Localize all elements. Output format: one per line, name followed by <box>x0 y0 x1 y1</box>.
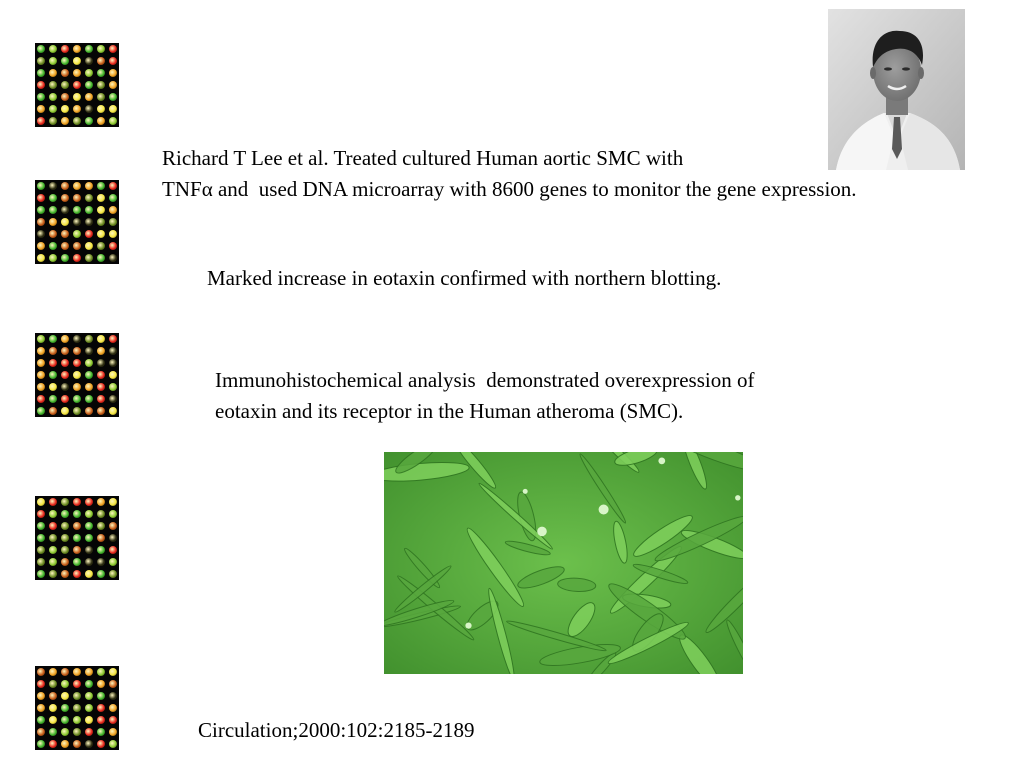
microarray-spot <box>49 117 57 125</box>
microarray-spot <box>49 105 57 113</box>
microarray-spot <box>85 668 93 676</box>
microarray-spot <box>61 407 69 415</box>
paragraph-immunohistochemical <box>215 365 754 427</box>
microarray-spot <box>109 45 117 53</box>
microarray-spot <box>61 182 69 190</box>
microarray-spot <box>61 242 69 250</box>
microarray-spot <box>97 716 105 724</box>
cell-nucleus <box>465 623 471 629</box>
microarray-spot <box>85 347 93 355</box>
microarray-spot <box>97 347 105 355</box>
microarray-spot <box>49 395 57 403</box>
microarray-image-2 <box>35 180 119 264</box>
microarray-spot <box>85 45 93 53</box>
microarray-spot <box>109 230 117 238</box>
paragraph1-line2 <box>162 174 857 205</box>
microarray-spot <box>97 57 105 65</box>
microarray-spot <box>109 728 117 736</box>
microarray-spot <box>49 498 57 506</box>
microarray-spot <box>97 359 105 367</box>
microarray-spot <box>49 534 57 542</box>
microarray-spot <box>97 182 105 190</box>
microarray-spot <box>49 182 57 190</box>
microarray-spot <box>97 558 105 566</box>
microarray-spot <box>97 242 105 250</box>
tnf-text: TNF <box>162 177 202 201</box>
microarray-spot <box>49 81 57 89</box>
microarray-spot <box>73 383 81 391</box>
microarray-spot <box>73 546 81 554</box>
microarray-spot <box>109 371 117 379</box>
microarray-spot <box>73 371 81 379</box>
microarray-spot <box>85 716 93 724</box>
cells-icon <box>384 452 743 674</box>
microarray-spot <box>85 218 93 226</box>
paragraph3-line1: Immunohistochemical analysis demonstrated overexpression of <box>215 368 755 392</box>
microarray-spot <box>97 704 105 712</box>
microarray-spot <box>97 206 105 214</box>
microarray-spot <box>85 704 93 712</box>
microarray-spot <box>49 242 57 250</box>
microarray-spot <box>109 335 117 343</box>
microarray-spot <box>49 407 57 415</box>
microarray-spot <box>37 81 45 89</box>
microarray-spot <box>37 371 45 379</box>
microarray-spot <box>85 498 93 506</box>
microarray-spot <box>85 81 93 89</box>
microarray-spot <box>37 395 45 403</box>
microarray-spot <box>37 93 45 101</box>
microarray-spot <box>49 335 57 343</box>
microarray-spot <box>37 558 45 566</box>
microarray-spot <box>61 383 69 391</box>
microarray-spot <box>109 254 117 262</box>
microarray-spot <box>61 57 69 65</box>
microarray-spot <box>49 570 57 578</box>
microarray-spot <box>73 81 81 89</box>
microarray-spot <box>97 395 105 403</box>
paragraph3-line2: eotaxin and its receptor in the Human atheroma (SMC). <box>215 399 684 423</box>
paragraph1-line1: Richard T Lee et al. Treated cultured Human aortic SMC with <box>162 146 684 170</box>
microarray-spot <box>109 558 117 566</box>
microarray-spot <box>85 194 93 202</box>
microarray-spot <box>73 45 81 53</box>
microarray-spot <box>109 93 117 101</box>
microarray-spot <box>61 69 69 77</box>
microarray-spot <box>61 498 69 506</box>
microarray-spot <box>85 534 93 542</box>
microarray-spot <box>49 546 57 554</box>
microarray-spot <box>61 347 69 355</box>
microarray-spot <box>37 570 45 578</box>
microarray-spot <box>37 69 45 77</box>
microarray-spot <box>37 534 45 542</box>
microarray-spot <box>37 522 45 530</box>
microarray-spot <box>109 395 117 403</box>
microarray-spot <box>73 692 81 700</box>
microarray-spot <box>49 230 57 238</box>
microarray-spot <box>97 117 105 125</box>
microarray-image-1 <box>35 43 119 127</box>
microarray-spot <box>97 383 105 391</box>
cell-nucleus <box>523 489 528 494</box>
microarray-spot <box>73 117 81 125</box>
microarray-spot <box>85 680 93 688</box>
microarray-spot <box>37 194 45 202</box>
microarray-spot <box>73 206 81 214</box>
microarray-spot <box>97 692 105 700</box>
microarray-spot <box>85 740 93 748</box>
microarray-spot <box>37 254 45 262</box>
microarray-spot <box>37 230 45 238</box>
microarray-spot <box>61 359 69 367</box>
microarray-spot <box>49 383 57 391</box>
microarray-spot <box>73 740 81 748</box>
microarray-spot <box>37 335 45 343</box>
microarray-spot <box>37 105 45 113</box>
microarray-spot <box>73 69 81 77</box>
microarray-spot <box>85 407 93 415</box>
microarray-spot <box>61 81 69 89</box>
microarray-spot <box>49 728 57 736</box>
microarray-spot <box>85 57 93 65</box>
microarray-spot <box>61 546 69 554</box>
microarray-spot <box>97 407 105 415</box>
microarray-spot <box>61 680 69 688</box>
microarray-spot <box>49 558 57 566</box>
microarray-spot <box>49 522 57 530</box>
microarray-spot <box>37 242 45 250</box>
microarray-spot <box>61 692 69 700</box>
microarray-spot <box>73 407 81 415</box>
microarray-spot <box>49 716 57 724</box>
microarray-spot <box>73 534 81 542</box>
microarray-spot <box>85 359 93 367</box>
microarray-spot <box>61 218 69 226</box>
microarray-spot <box>61 668 69 676</box>
microarray-spot <box>61 395 69 403</box>
microarray-spot <box>37 668 45 676</box>
microarray-image-5 <box>35 666 119 750</box>
microarray-spot <box>73 558 81 566</box>
microarray-spot <box>73 194 81 202</box>
microarray-spot <box>109 218 117 226</box>
microarray-spot <box>37 206 45 214</box>
microarray-spot <box>49 510 57 518</box>
microarray-spot <box>109 407 117 415</box>
microarray-spot <box>97 69 105 77</box>
microarray-spot <box>37 704 45 712</box>
microarray-spot <box>85 93 93 101</box>
microarray-spot <box>85 206 93 214</box>
microarray-spot <box>73 498 81 506</box>
microarray-spot <box>73 395 81 403</box>
microarray-spot <box>73 242 81 250</box>
microarray-spot <box>49 680 57 688</box>
smc-micrograph <box>384 452 743 674</box>
microarray-spot <box>49 371 57 379</box>
microarray-spot <box>85 335 93 343</box>
microarray-spot <box>61 371 69 379</box>
cell-nucleus <box>537 527 547 537</box>
microarray-spot <box>73 522 81 530</box>
microarray-spot <box>97 335 105 343</box>
microarray-spot <box>85 105 93 113</box>
microarray-spot <box>61 570 69 578</box>
microarray-spot <box>49 194 57 202</box>
microarray-spot <box>73 680 81 688</box>
microarray-spot <box>73 182 81 190</box>
microarray-spot <box>37 347 45 355</box>
microarray-spot <box>97 498 105 506</box>
microarray-spot <box>97 194 105 202</box>
microarray-spot <box>97 45 105 53</box>
microarray-spot <box>49 93 57 101</box>
microarray-spot <box>37 498 45 506</box>
microarray-spot <box>73 728 81 736</box>
microarray-spot <box>37 692 45 700</box>
microarray-spot <box>49 45 57 53</box>
paragraph-tnf-microarray <box>162 143 857 205</box>
microarray-spot <box>97 680 105 688</box>
microarray-spot <box>37 740 45 748</box>
microarray-spot <box>109 668 117 676</box>
microarray-spot <box>61 534 69 542</box>
microarray-spot <box>97 534 105 542</box>
microarray-spot <box>97 105 105 113</box>
microarray-spot <box>85 692 93 700</box>
microarray-spot <box>73 218 81 226</box>
cell-nucleus <box>599 505 609 515</box>
microarray-spot <box>61 335 69 343</box>
microarray-spot <box>97 570 105 578</box>
microarray-spot <box>73 347 81 355</box>
microarray-spot <box>85 570 93 578</box>
microarray-spot <box>109 105 117 113</box>
microarray-spot <box>109 383 117 391</box>
microarray-spot <box>37 57 45 65</box>
citation: Circulation;2000:102:2185-2189 <box>198 718 475 742</box>
microarray-spot <box>73 254 81 262</box>
microarray-spot <box>37 182 45 190</box>
microarray-spot <box>97 668 105 676</box>
microarray-spot <box>85 728 93 736</box>
microarray-spot <box>109 740 117 748</box>
microarray-spot <box>109 510 117 518</box>
microarray-spot <box>49 704 57 712</box>
microarray-spot <box>85 254 93 262</box>
microarray-spot <box>73 230 81 238</box>
microarray-spot <box>109 194 117 202</box>
microarray-spot <box>109 546 117 554</box>
microarray-spot <box>49 218 57 226</box>
microarray-spot <box>37 716 45 724</box>
microarray-spot <box>97 510 105 518</box>
microarray-spot <box>85 117 93 125</box>
microarray-spot <box>109 680 117 688</box>
microarray-spot <box>109 498 117 506</box>
microarray-spot <box>109 359 117 367</box>
microarray-spot <box>49 57 57 65</box>
microarray-spot <box>49 692 57 700</box>
microarray-spot <box>97 740 105 748</box>
microarray-spot <box>61 522 69 530</box>
microarray-spot <box>37 45 45 53</box>
microarray-spot <box>37 359 45 367</box>
microarray-spot <box>97 230 105 238</box>
microarray-spot <box>73 716 81 724</box>
microarray-spot <box>97 371 105 379</box>
microarray-spot <box>61 194 69 202</box>
microarray-spot <box>85 522 93 530</box>
microarray-spot <box>49 740 57 748</box>
microarray-spot <box>85 395 93 403</box>
microarray-spot <box>109 182 117 190</box>
microarray-spot <box>85 383 93 391</box>
microarray-spot <box>109 242 117 250</box>
microarray-spot <box>85 558 93 566</box>
microarray-spot <box>37 117 45 125</box>
microarray-spot <box>73 570 81 578</box>
microarray-spot <box>85 182 93 190</box>
microarray-spot <box>73 57 81 65</box>
microarray-spot <box>49 206 57 214</box>
alpha-symbol: α <box>201 177 213 201</box>
microarray-spot <box>37 407 45 415</box>
microarray-spot <box>61 716 69 724</box>
microarray-spot <box>61 510 69 518</box>
microarray-spot <box>73 704 81 712</box>
microarray-spot <box>85 230 93 238</box>
microarray-spot <box>109 716 117 724</box>
microarray-spot <box>97 728 105 736</box>
microarray-spot <box>85 510 93 518</box>
microarray-spot <box>37 218 45 226</box>
microarray-spot <box>97 546 105 554</box>
microarray-spot <box>61 704 69 712</box>
microarray-spot <box>109 117 117 125</box>
microarray-spot <box>109 347 117 355</box>
microarray-spot <box>73 105 81 113</box>
microarray-spot <box>109 206 117 214</box>
microarray-spot <box>97 93 105 101</box>
microarray-spot <box>109 692 117 700</box>
microarray-spot <box>61 105 69 113</box>
microarray-spot <box>85 546 93 554</box>
paragraph1-line2-rest: and used DNA microarray with 8600 genes to monitor the gene expression. <box>212 177 857 201</box>
microarray-spot <box>61 230 69 238</box>
microarray-spot <box>49 347 57 355</box>
microarray-spot <box>97 81 105 89</box>
microarray-spot <box>109 522 117 530</box>
microarray-spot <box>109 534 117 542</box>
microarray-spot <box>85 69 93 77</box>
microarray-spot <box>61 117 69 125</box>
microarray-spot <box>73 510 81 518</box>
microarray-image-3 <box>35 333 119 417</box>
microarray-spot <box>109 57 117 65</box>
microarray-spot <box>97 522 105 530</box>
microarray-spot <box>109 69 117 77</box>
microarray-spot <box>61 93 69 101</box>
microarray-spot <box>97 254 105 262</box>
microarray-spot <box>49 254 57 262</box>
microarray-spot <box>61 254 69 262</box>
microarray-spot <box>73 335 81 343</box>
microarray-spot <box>37 680 45 688</box>
paragraph-northern-blotting: Marked increase in eotaxin confirmed with northern blotting. <box>207 266 722 290</box>
microarray-spot <box>49 69 57 77</box>
microarray-image-4 <box>35 496 119 580</box>
microarray-spot <box>61 558 69 566</box>
cell-nucleus <box>658 458 665 465</box>
microarray-spot <box>49 668 57 676</box>
microarray-spot <box>61 206 69 214</box>
microarray-spot <box>37 546 45 554</box>
cell-nucleus <box>735 495 740 500</box>
microarray-spot <box>37 728 45 736</box>
microarray-spot <box>109 570 117 578</box>
microarray-spot <box>61 740 69 748</box>
microarray-spot <box>109 704 117 712</box>
microarray-spot <box>85 242 93 250</box>
microarray-spot <box>49 359 57 367</box>
microarray-spot <box>37 510 45 518</box>
microarray-spot <box>109 81 117 89</box>
microarray-spot <box>73 359 81 367</box>
microarray-spot <box>73 93 81 101</box>
microarray-spot <box>61 728 69 736</box>
microarray-spot <box>97 218 105 226</box>
microarray-spot <box>37 383 45 391</box>
microarray-spot <box>73 668 81 676</box>
microarray-spot <box>85 371 93 379</box>
microarray-spot <box>61 45 69 53</box>
